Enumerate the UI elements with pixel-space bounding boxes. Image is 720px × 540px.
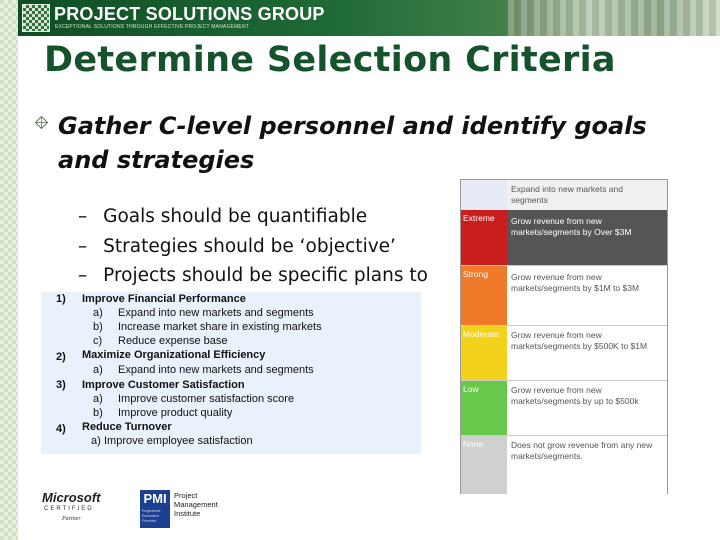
goal-label: Improve Customer Satisfaction — [82, 379, 245, 391]
criteria-row — [461, 210, 667, 265]
sub-bullet-text: Projects should be specific plans to — [103, 265, 428, 286]
subgoal-text: Improve customer satisfaction score — [118, 393, 295, 405]
pmi-logo — [140, 490, 170, 528]
subgoal-letter: a) — [93, 364, 103, 376]
subgoal-letter: a) — [91, 435, 101, 447]
main-bullet: Gather C-level personnel and identify goals and strategies — [58, 112, 647, 174]
level-description: Does not grow revenue from any new markets/segments. — [511, 440, 653, 461]
criteria-row — [461, 380, 667, 436]
subgoal-letter: b) — [93, 321, 103, 333]
goals-list-box — [41, 292, 421, 454]
goal-label: Reduce Turnover — [82, 421, 172, 433]
subgoal-letter: a) — [93, 307, 103, 319]
brand-tagline: EXCEPTIONAL SOLUTIONS THROUGH EFFECTIVE PROJECT MANAGEMENT — [55, 24, 250, 30]
dash-mark: – — [78, 265, 88, 286]
level-cell — [461, 326, 507, 381]
level-label: None — [463, 439, 484, 449]
level-description: Grow revenue from new markets/segments by $1M to $3M — [511, 272, 640, 293]
header-blank-cell — [461, 180, 507, 210]
level-label: Moderate — [463, 329, 499, 339]
microsoft-partner-label: Partner — [62, 516, 81, 522]
decorative-sidebar — [0, 0, 18, 540]
criteria-header: Expand into new markets and segments — [511, 184, 623, 205]
goal-number: 1) — [56, 293, 66, 305]
subgoal-text: Expand into new markets and segments — [118, 307, 314, 319]
criteria-row — [461, 265, 667, 326]
brand-name: PROJECT SOLUTIONS GROUP — [54, 4, 325, 24]
diamond-bullet-icon — [35, 116, 48, 129]
desc-cell — [507, 210, 667, 265]
level-cell — [461, 266, 507, 326]
sub-bullet — [78, 236, 396, 257]
subgoal-letter: b) — [93, 407, 103, 419]
subgoal-text: Increase market share in existing markets — [118, 321, 322, 333]
level-label: Low — [463, 384, 479, 394]
level-cell — [461, 210, 507, 265]
header-bar — [18, 0, 720, 36]
level-cell — [461, 381, 507, 436]
subgoal-text: Improve product quality — [118, 407, 233, 419]
pmi-mark: PMI — [143, 491, 167, 506]
pmi-name: Project Management Institute — [174, 491, 218, 518]
criteria-row — [461, 325, 667, 381]
desc-cell — [507, 326, 667, 381]
microsoft-certified-label: CERTIFIED — [44, 506, 94, 512]
sub-bullet — [78, 265, 428, 286]
goal-label: Improve Financial Performance — [82, 293, 246, 305]
subgoal-text: Improve employee satisfaction — [104, 435, 253, 447]
criteria-table — [460, 179, 668, 494]
goal-label: Maximize Organizational Efficiency — [82, 349, 266, 361]
sub-bullet — [78, 206, 367, 227]
brand-logo-icon — [22, 4, 50, 32]
level-description: Grow revenue from new markets/segments by $500K to $1M — [511, 330, 648, 351]
criteria-row — [461, 435, 667, 494]
sub-bullet-text: Strategies should be ‘objective’ — [103, 236, 396, 257]
dash-mark: – — [78, 236, 88, 257]
header-photo — [508, 0, 720, 36]
sub-bullet-text: Goals should be quantifiable — [103, 206, 368, 227]
level-label: Extreme — [463, 213, 495, 223]
subgoal-text: Reduce expense base — [118, 335, 228, 347]
pmi-provider-label: Registered Education Provider — [142, 509, 161, 523]
desc-cell — [507, 381, 667, 436]
level-description: Grow revenue from new markets/segments by up to $500k — [511, 385, 639, 406]
goal-number: 2) — [56, 351, 66, 363]
goal-number: 4) — [56, 423, 66, 435]
criteria-header-row — [461, 180, 667, 210]
subgoal-text: Expand into new markets and segments — [118, 364, 314, 376]
subgoal-letter: c) — [93, 335, 103, 347]
goal-number: 3) — [56, 379, 66, 391]
dash-mark: – — [78, 206, 88, 227]
slide-title: Determine Selection Criteria — [44, 40, 616, 80]
microsoft-logo: Microsoft — [42, 490, 101, 505]
desc-cell — [507, 436, 667, 494]
level-label: Strong — [463, 269, 489, 279]
level-cell — [461, 436, 507, 494]
level-description: Grow revenue from new markets/segments by Over $3M — [511, 216, 632, 237]
subgoal-letter: a) — [93, 393, 103, 405]
desc-cell — [507, 266, 667, 326]
